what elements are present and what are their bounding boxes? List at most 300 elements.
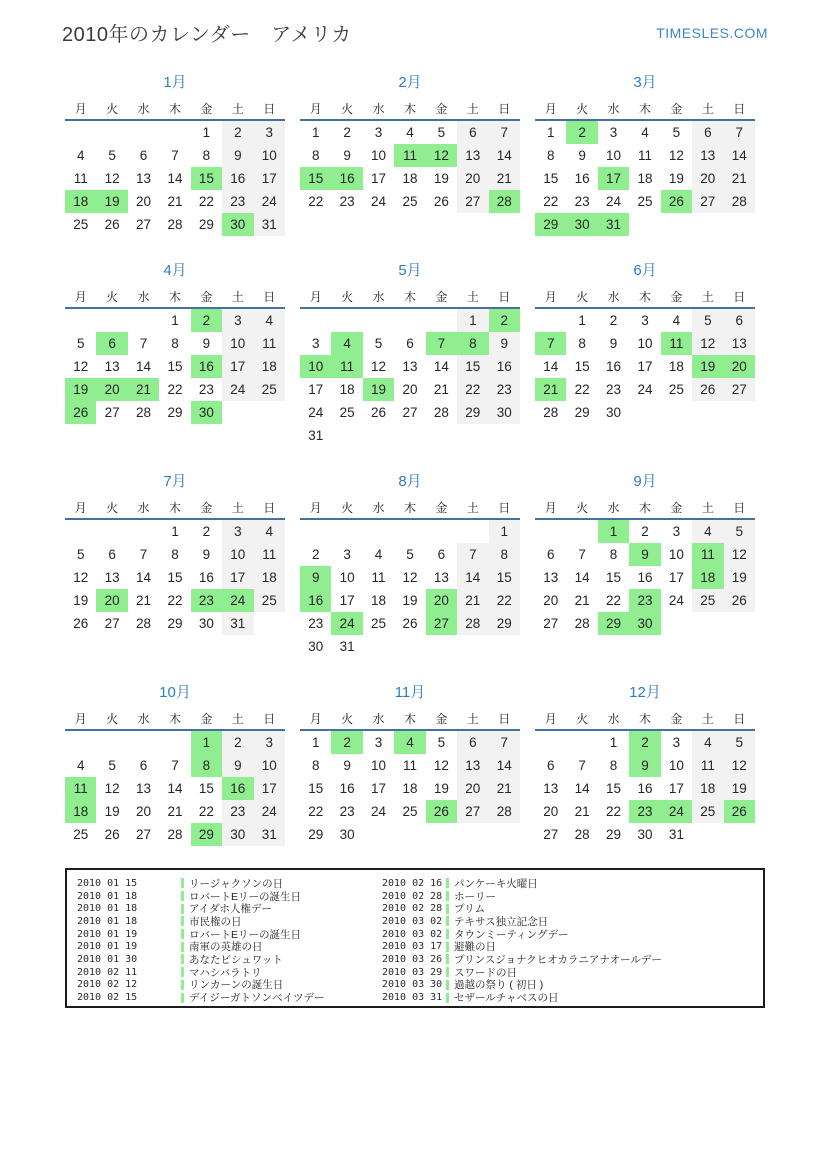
day-cell: 1	[598, 519, 629, 543]
day-cell: 30	[222, 213, 253, 236]
day-cell: 7	[426, 332, 457, 355]
weekday-header: 日	[498, 101, 511, 116]
day-cell: 13	[724, 332, 755, 355]
day-cell: 9	[629, 754, 660, 777]
day-cell: 18	[371, 593, 387, 608]
day-cell: 1	[578, 313, 586, 328]
day-cell: 24	[254, 800, 285, 823]
day-cell: 17	[668, 781, 684, 796]
day-cell: 28	[136, 405, 152, 420]
holiday-marker	[446, 967, 449, 977]
weekday-header: 月	[309, 711, 322, 726]
weekday-header: 水	[607, 711, 620, 726]
day-cell: 4	[692, 519, 723, 543]
day-cell: 26	[724, 589, 755, 612]
weekday-header: 月	[309, 289, 322, 304]
month-11	[299, 684, 521, 846]
weekday-header: 木	[638, 711, 651, 726]
day-cell: 1	[609, 735, 618, 750]
weekday-header: 土	[231, 101, 244, 116]
day-cell: 24	[254, 190, 285, 213]
weekday-header: 木	[168, 289, 181, 304]
day-cell: 29	[598, 612, 629, 635]
day-cell: 11	[331, 355, 362, 378]
holiday-label: セザールチャベスの日	[454, 992, 559, 1005]
day-cell: 15	[191, 167, 222, 190]
weekday-header: 金	[670, 711, 683, 726]
holiday-date: 2010 01 18	[77, 903, 138, 915]
day-cell: 27	[543, 827, 559, 842]
holiday-date: 2010 01 15	[77, 877, 138, 889]
holiday-entry	[382, 991, 662, 1004]
empty-cell	[692, 401, 723, 424]
weekday-header: 水	[137, 500, 150, 515]
holiday-marker	[181, 904, 184, 914]
day-cell: 18	[339, 382, 355, 397]
day-cell: 9	[489, 332, 520, 355]
day-cell: 25	[254, 378, 285, 401]
empty-cell	[394, 823, 425, 846]
day-cell: 19	[96, 190, 127, 213]
day-cell: 13	[543, 570, 559, 585]
day-cell: 13	[402, 359, 418, 374]
day-cell: 30	[637, 827, 653, 842]
day-cell: 3	[311, 336, 320, 351]
weekday-header: 日	[263, 289, 276, 304]
weekday-header: 木	[168, 711, 181, 726]
day-cell: 10	[371, 758, 387, 773]
day-cell: 1	[489, 519, 520, 543]
weekday-header: 月	[544, 289, 557, 304]
month-title: 4月	[163, 262, 187, 279]
weekday-header: 火	[576, 101, 589, 116]
day-cell: 14	[724, 144, 755, 167]
day-cell: 5	[374, 336, 383, 351]
day-cell: 17	[637, 359, 653, 374]
weekday-header: 土	[701, 500, 714, 515]
empty-cell	[489, 823, 520, 846]
day-cell: 7	[139, 547, 148, 562]
day-cell: 16	[222, 167, 253, 190]
empty-cell	[65, 519, 96, 543]
day-cell: 5	[692, 308, 723, 332]
day-cell: 1	[191, 730, 222, 754]
day-cell: 4	[692, 730, 723, 754]
month-title: 1月	[163, 74, 187, 91]
holiday-entry	[382, 928, 662, 941]
day-cell: 19	[692, 355, 723, 378]
day-cell: 23	[629, 800, 660, 823]
weekday-header: 水	[137, 289, 150, 304]
weekday-header: 水	[372, 101, 385, 116]
day-cell: 12	[433, 758, 449, 773]
day-cell: 6	[546, 547, 555, 562]
day-cell: 11	[692, 543, 723, 566]
empty-cell	[159, 120, 190, 144]
weekday-header: 金	[670, 289, 683, 304]
day-cell: 26	[433, 194, 449, 209]
day-cell: 2	[311, 547, 320, 562]
day-cell: 30	[339, 827, 355, 842]
day-cell: 17	[598, 167, 629, 190]
day-cell: 28	[489, 190, 520, 213]
weekday-header: 日	[263, 101, 276, 116]
weekday-header: 木	[403, 101, 416, 116]
month-12	[534, 684, 756, 846]
day-cell: 31	[308, 428, 324, 443]
empty-cell	[724, 401, 755, 424]
day-cell: 21	[128, 378, 159, 401]
day-cell: 17	[339, 593, 355, 608]
weekday-header: 火	[341, 500, 354, 515]
day-cell: 5	[672, 125, 681, 140]
empty-cell	[426, 635, 457, 658]
holiday-date: 2010 03 31	[382, 992, 443, 1004]
empty-cell	[65, 308, 96, 332]
day-cell: 11	[637, 148, 652, 163]
month-1	[64, 74, 286, 236]
day-cell: 30	[606, 405, 622, 420]
day-cell: 26	[426, 800, 457, 823]
day-cell: 5	[437, 735, 446, 750]
day-cell: 12	[104, 781, 120, 796]
day-cell: 7	[578, 547, 586, 562]
day-cell: 19	[433, 781, 449, 796]
day-cell: 24	[668, 593, 684, 608]
day-cell: 15	[308, 781, 324, 796]
holiday-entry	[382, 877, 662, 890]
holiday-entry	[382, 890, 662, 903]
empty-cell	[426, 519, 457, 543]
day-cell: 28	[543, 405, 559, 420]
day-cell: 16	[198, 570, 214, 585]
empty-cell	[489, 424, 520, 447]
day-cell: 10	[300, 355, 331, 378]
holiday-label: プリンスジョナクヒオカラニアナオールデー	[454, 953, 662, 966]
day-cell: 18	[402, 171, 418, 186]
empty-cell	[300, 308, 331, 332]
day-cell: 6	[108, 547, 116, 562]
empty-cell	[426, 424, 457, 447]
empty-cell	[629, 401, 660, 424]
day-cell: 8	[311, 758, 320, 773]
empty-cell	[128, 730, 159, 754]
day-cell: 25	[339, 405, 355, 420]
holiday-marker	[446, 929, 449, 939]
day-cell: 12	[402, 570, 418, 585]
day-cell: 5	[724, 519, 755, 543]
empty-cell	[331, 308, 362, 332]
empty-cell	[222, 401, 253, 424]
empty-cell	[363, 308, 394, 332]
weekday-header: 水	[372, 500, 385, 515]
day-cell: 17	[308, 382, 324, 397]
day-cell: 26	[402, 616, 418, 631]
month-title: 7月	[163, 473, 187, 490]
day-cell: 4	[374, 547, 383, 562]
day-cell: 29	[535, 213, 566, 236]
day-cell: 11	[65, 777, 96, 800]
holiday-label: リンカーンの誕生日	[189, 979, 284, 992]
empty-cell	[692, 823, 723, 846]
weekday-header: 土	[231, 289, 244, 304]
month-title: 10月	[159, 684, 191, 701]
day-cell: 13	[104, 570, 120, 585]
day-cell: 10	[606, 148, 622, 163]
empty-cell	[457, 424, 488, 447]
day-cell: 27	[104, 616, 120, 631]
day-cell: 28	[574, 827, 590, 842]
day-cell: 5	[76, 547, 85, 562]
day-cell: 10	[254, 754, 285, 777]
holiday-label: 過越の祭り ( 初日 )	[454, 979, 544, 992]
weekday-header: 水	[607, 289, 620, 304]
holiday-date: 2010 03 29	[382, 966, 443, 978]
month-title: 3月	[633, 74, 657, 91]
empty-cell	[394, 519, 425, 543]
day-cell: 8	[171, 336, 179, 351]
day-cell: 7	[724, 120, 755, 144]
empty-cell	[535, 730, 566, 754]
weekday-header: 日	[498, 711, 511, 726]
weekday-header: 土	[466, 500, 479, 515]
day-cell: 28	[167, 217, 183, 232]
day-cell: 23	[339, 194, 355, 209]
day-cell: 9	[578, 148, 586, 163]
weekday-header: 土	[701, 289, 714, 304]
weekday-header: 金	[435, 101, 448, 116]
day-cell: 14	[489, 754, 520, 777]
holiday-label: プリム	[454, 903, 486, 916]
day-cell: 16	[191, 355, 222, 378]
day-cell: 7	[171, 148, 179, 163]
day-cell: 6	[692, 120, 723, 144]
weekday-header: 木	[403, 500, 416, 515]
day-cell: 11	[254, 332, 285, 355]
weekday-header: 月	[309, 101, 322, 116]
empty-cell	[724, 823, 755, 846]
day-cell: 14	[167, 171, 183, 186]
day-cell: 23	[574, 194, 590, 209]
day-cell: 15	[167, 570, 183, 585]
weekday-header: 水	[372, 711, 385, 726]
day-cell: 21	[136, 593, 152, 608]
weekday-header: 日	[263, 711, 276, 726]
day-cell: 1	[311, 735, 320, 750]
day-cell: 24	[606, 194, 622, 209]
day-cell: 20	[457, 167, 488, 190]
holiday-marker	[446, 878, 449, 888]
holiday-date: 2010 02 12	[77, 979, 138, 991]
day-cell: 29	[167, 405, 183, 420]
empty-cell	[489, 635, 520, 658]
weekday-header: 土	[701, 101, 714, 116]
day-cell: 4	[641, 125, 649, 140]
day-cell: 3	[374, 125, 383, 140]
day-cell: 12	[668, 148, 684, 163]
day-cell: 14	[136, 570, 152, 585]
weekday-header: 月	[74, 711, 87, 726]
day-cell: 5	[76, 336, 85, 351]
weekday-header: 月	[544, 500, 557, 515]
day-cell: 16	[331, 167, 362, 190]
day-cell: 10	[254, 144, 285, 167]
holiday-marker	[446, 980, 449, 990]
day-cell: 19	[65, 378, 96, 401]
day-cell: 17	[222, 566, 253, 589]
empty-cell	[457, 519, 488, 543]
weekday-header: 水	[607, 500, 620, 515]
day-cell: 8	[191, 754, 222, 777]
holiday-date: 2010 02 11	[77, 966, 138, 978]
weekday-header: 火	[341, 101, 354, 116]
empty-cell	[426, 308, 457, 332]
day-cell: 1	[457, 308, 488, 332]
holiday-date: 2010 02 15	[77, 992, 138, 1004]
day-cell: 5	[108, 148, 116, 163]
month-6	[534, 262, 756, 447]
day-cell: 9	[343, 758, 351, 773]
day-cell: 27	[402, 405, 418, 420]
month-title: 11月	[394, 684, 426, 701]
day-cell: 1	[202, 125, 211, 140]
day-cell: 6	[139, 758, 148, 773]
day-cell: 4	[672, 313, 681, 328]
day-cell: 10	[339, 570, 355, 585]
holiday-marker	[181, 891, 184, 901]
empty-cell	[692, 612, 723, 635]
month-7	[64, 473, 286, 658]
weekday-header: 土	[231, 711, 244, 726]
weekday-header: 日	[733, 500, 746, 515]
day-cell: 19	[402, 593, 418, 608]
holiday-marker	[446, 954, 449, 964]
holiday-date: 2010 01 30	[77, 953, 138, 965]
holiday-marker	[181, 916, 184, 926]
day-cell: 30	[489, 401, 520, 424]
day-cell: 31	[222, 612, 253, 635]
day-cell: 3	[374, 735, 383, 750]
holiday-label: デイジーガトソンベイツデー	[189, 992, 325, 1005]
holiday-marker	[446, 904, 449, 914]
day-cell: 24	[308, 405, 324, 420]
day-cell: 31	[254, 213, 285, 236]
day-cell: 3	[222, 519, 253, 543]
day-cell: 21	[489, 167, 520, 190]
day-cell: 22	[606, 593, 622, 608]
day-cell: 2	[191, 308, 222, 332]
day-cell: 16	[489, 355, 520, 378]
day-cell: 11	[73, 171, 88, 186]
month-title: 12月	[629, 684, 661, 701]
month-title: 2月	[398, 74, 422, 91]
day-cell: 23	[191, 589, 222, 612]
weekday-header: 火	[106, 289, 119, 304]
day-cell: 13	[543, 781, 559, 796]
day-cell: 5	[437, 125, 446, 140]
day-cell: 23	[308, 616, 324, 631]
day-cell: 25	[402, 194, 418, 209]
day-cell: 2	[489, 308, 520, 332]
empty-cell	[535, 519, 566, 543]
weekday-header: 日	[733, 101, 746, 116]
day-cell: 15	[489, 566, 520, 589]
day-cell: 25	[692, 589, 723, 612]
day-cell: 22	[198, 804, 214, 819]
holiday-label: あなたビシュワット	[189, 953, 283, 966]
day-cell: 14	[136, 359, 152, 374]
day-cell: 27	[692, 190, 723, 213]
day-cell: 14	[489, 144, 520, 167]
day-cell: 21	[574, 593, 590, 608]
holiday-date: 2010 02 28	[382, 890, 443, 902]
months-grid	[64, 74, 764, 846]
holiday-label: マハシバラトリ	[189, 966, 262, 979]
weekday-header: 日	[498, 289, 511, 304]
day-cell: 7	[578, 758, 586, 773]
holiday-label: ロバートEリーの誕生日	[189, 928, 302, 941]
holiday-date: 2010 01 19	[77, 928, 138, 940]
holiday-label: ロバートEリーの誕生日	[189, 890, 302, 903]
holiday-label: ホーリー	[454, 890, 496, 903]
day-cell: 12	[73, 359, 89, 374]
weekday-header: 月	[74, 289, 87, 304]
day-cell: 18	[692, 777, 723, 800]
day-cell: 16	[637, 570, 653, 585]
day-cell: 17	[254, 167, 285, 190]
day-cell: 26	[65, 401, 96, 424]
empty-cell	[692, 213, 723, 236]
empty-cell	[566, 519, 597, 543]
day-cell: 25	[668, 382, 684, 397]
weekday-header: 火	[576, 289, 589, 304]
empty-cell	[96, 519, 127, 543]
day-cell: 4	[331, 332, 362, 355]
day-cell: 5	[724, 730, 755, 754]
day-cell: 9	[222, 144, 253, 167]
day-cell: 12	[724, 754, 755, 777]
holiday-marker	[181, 967, 184, 977]
day-cell: 11	[661, 332, 692, 355]
holiday-date: 2010 03 17	[382, 941, 443, 953]
day-cell: 29	[574, 405, 590, 420]
day-cell: 6	[724, 308, 755, 332]
day-cell: 8	[489, 543, 520, 566]
holiday-marker	[446, 942, 449, 952]
day-cell: 22	[308, 194, 324, 209]
day-cell: 3	[254, 730, 285, 754]
site-logo[interactable]: TIMESLES.COM	[656, 25, 768, 41]
day-cell: 11	[692, 754, 723, 777]
day-cell: 10	[637, 336, 653, 351]
day-cell: 21	[433, 382, 449, 397]
day-cell: 9	[629, 543, 660, 566]
holiday-label: 避難の日	[454, 941, 496, 954]
month-10	[64, 684, 286, 846]
weekday-header: 月	[544, 101, 557, 116]
day-cell: 28	[724, 190, 755, 213]
empty-cell	[159, 730, 190, 754]
weekday-header: 木	[168, 500, 181, 515]
day-cell: 29	[606, 827, 622, 842]
day-cell: 18	[254, 566, 285, 589]
day-cell: 1	[171, 313, 179, 328]
empty-cell	[65, 730, 96, 754]
weekday-header: 土	[466, 289, 479, 304]
day-cell: 25	[371, 616, 387, 631]
holiday-marker	[181, 878, 184, 888]
day-cell: 22	[489, 589, 520, 612]
